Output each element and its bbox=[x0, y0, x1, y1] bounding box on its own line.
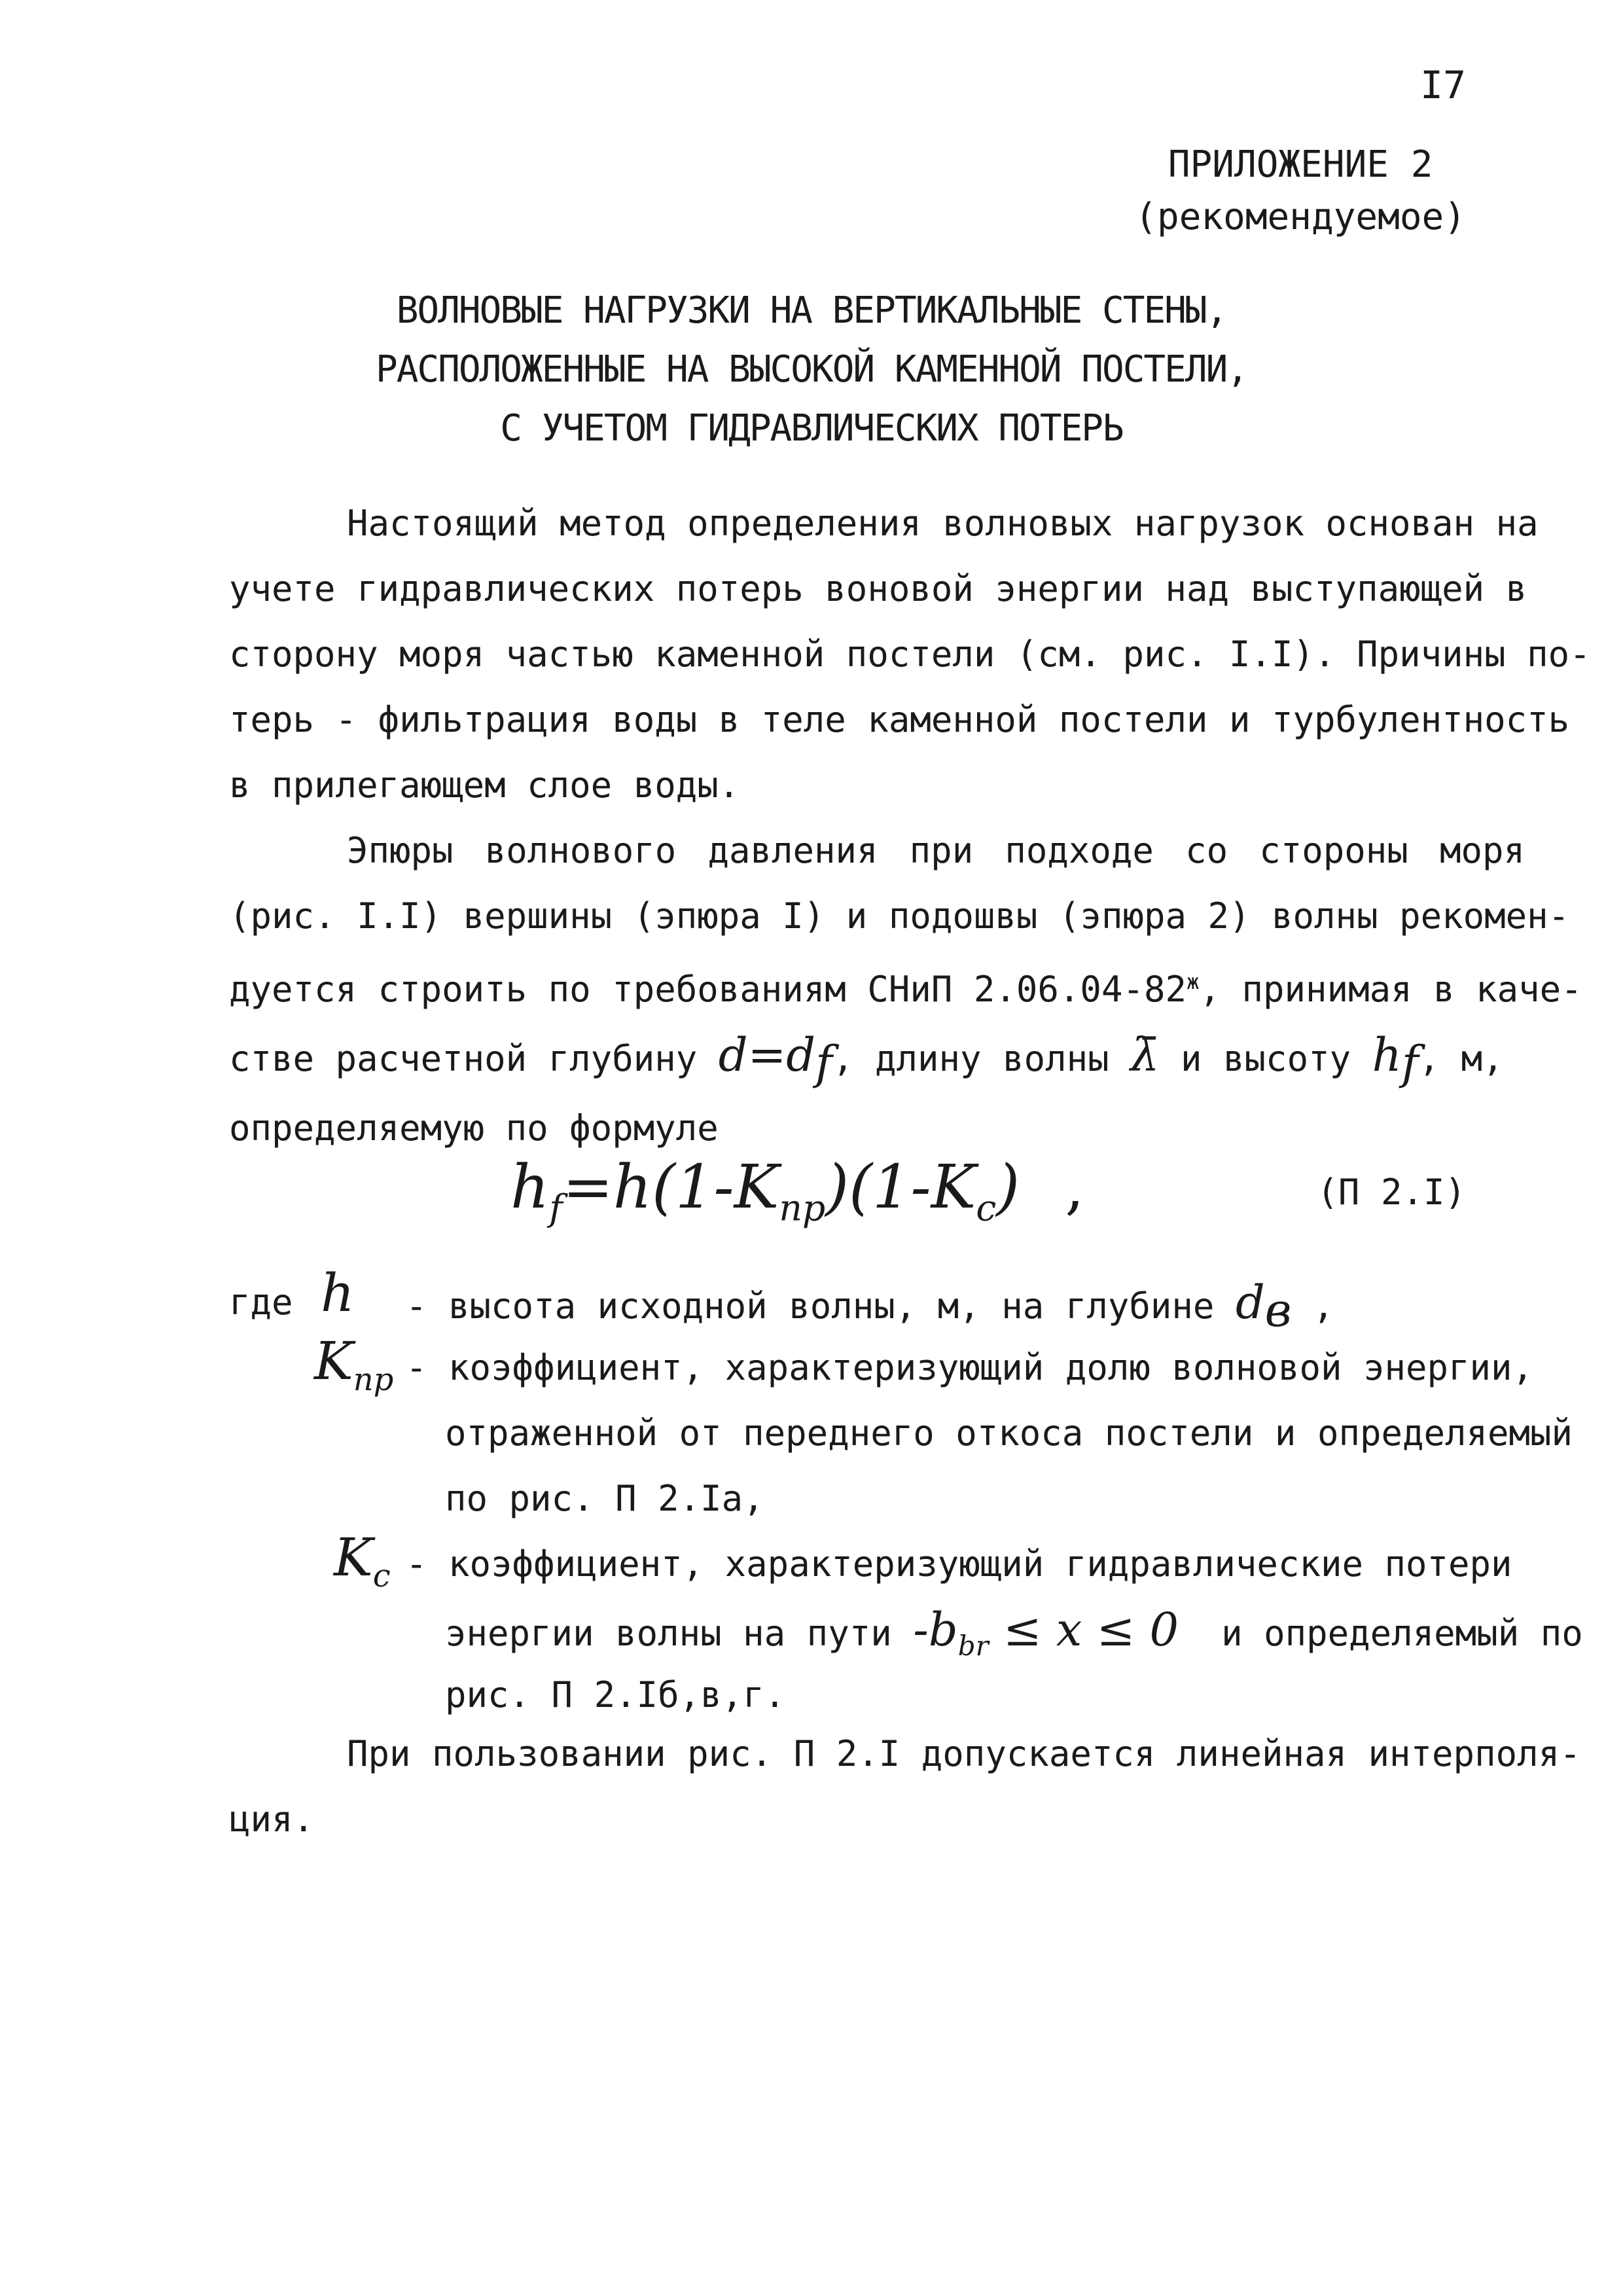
formula-lhs: h bbox=[510, 1152, 550, 1222]
where-label: где bbox=[229, 1282, 293, 1323]
paragraph-line: определяемую по формуле bbox=[229, 1107, 719, 1149]
definition-text-a: энергии волны на пути bbox=[445, 1613, 892, 1654]
snip-reference-text: дуется строить по требованиям СНиП 2.06.04-82 bbox=[229, 969, 1186, 1010]
formula-part-2: )(1-K bbox=[825, 1152, 976, 1222]
paragraph-line: в прилегающем слое воды. bbox=[229, 764, 740, 806]
document-title bbox=[0, 281, 1623, 458]
definition-text: отраженной от переднего откоса постели и определяемый bbox=[445, 1412, 1573, 1454]
paragraph-line bbox=[229, 1022, 1525, 1096]
formula-kc-sub: c bbox=[976, 1187, 997, 1230]
paragraph-line: Настоящий метод определения волновых нагрузок основан на bbox=[347, 503, 1539, 544]
appendix-note: (рекомендуемое) bbox=[1135, 196, 1466, 238]
height-subscript: f bbox=[1401, 1035, 1419, 1090]
kc-subscript: c bbox=[372, 1558, 391, 1594]
definition-text: - коэффициент, характеризующий гидравлические потери bbox=[406, 1543, 1512, 1585]
paragraph-line: сторону моря частью каменной постели (см. рис. I.I). Причины по- bbox=[229, 634, 1591, 675]
height-symbol: h bbox=[1372, 1028, 1402, 1082]
paragraph-line: Эпюры волнового давления при подходе со стороны моря bbox=[347, 830, 1525, 871]
appendix-label: ПРИЛОЖЕНИЕ 2 bbox=[1168, 143, 1433, 186]
page-number: I7 bbox=[1420, 63, 1466, 107]
paragraph-line: учете гидравлических потерь воновой энергии над выступающей в bbox=[229, 568, 1527, 609]
path-math bbox=[913, 1603, 1179, 1662]
depth-b-subscript: в bbox=[1264, 1283, 1292, 1337]
kpr-letter: K bbox=[314, 1331, 353, 1391]
wavelength-symbol: λ̄ bbox=[1130, 1028, 1160, 1082]
definition-text bbox=[406, 1270, 1334, 1343]
path-math-end: ≤ x ≤ 0 bbox=[1003, 1603, 1179, 1657]
definition-text: рис. П 2.Iб,в,г. bbox=[445, 1674, 786, 1715]
depth-symbol: d bbox=[718, 1028, 748, 1082]
definition-kpr-cont bbox=[229, 1466, 1525, 1532]
definition-kc-cont bbox=[229, 1662, 1525, 1728]
paragraph-line: ция. bbox=[229, 1799, 315, 1840]
definition-kpr bbox=[229, 1331, 1534, 1401]
formula-comma: , bbox=[1065, 1152, 1084, 1222]
definition-kc bbox=[229, 1527, 1525, 1597]
path-math-sub: br bbox=[957, 1630, 989, 1662]
paragraph-text: и высоту bbox=[1181, 1038, 1351, 1079]
depth-b-symbol: d bbox=[1235, 1276, 1265, 1329]
paragraph-text: , длину волны bbox=[832, 1038, 1109, 1079]
path-math-b: -b bbox=[913, 1603, 958, 1657]
title-line-3: С УЧЕТОМ ГИДРАВЛИЧЕСКИХ ПОТЕРЬ bbox=[500, 407, 1123, 450]
definition-text: по рис. П 2.Iа, bbox=[445, 1478, 764, 1519]
paragraph-2 bbox=[229, 818, 1582, 1161]
definition-kpr-cont bbox=[229, 1401, 1573, 1466]
definition-text-b: и определяемый по bbox=[1221, 1613, 1583, 1654]
depth-f-symbol: d bbox=[786, 1028, 816, 1082]
depth-f-subscript: f bbox=[815, 1035, 832, 1090]
kpr-symbol bbox=[314, 1329, 393, 1412]
definition-text-end: , bbox=[1313, 1285, 1334, 1327]
definition-h bbox=[229, 1263, 1525, 1337]
formula-number: (П 2.I) bbox=[1317, 1172, 1466, 1213]
paragraph-line bbox=[229, 949, 1582, 1022]
kc-letter: K bbox=[334, 1527, 373, 1588]
definition-text-a: - высота исходной волны, м, на глубине bbox=[406, 1285, 1215, 1327]
definitions-list bbox=[229, 1263, 1583, 1728]
paragraph-3 bbox=[229, 1721, 1581, 1852]
h-symbol: h bbox=[321, 1263, 355, 1323]
definition-kc-cont bbox=[229, 1597, 1583, 1662]
paragraph-text: , м, bbox=[1418, 1038, 1504, 1079]
paragraph-line: При пользовании рис. П 2.I допускается линейная интерполя- bbox=[347, 1733, 1581, 1774]
equals-sign: = bbox=[747, 1028, 787, 1082]
formula-h: h bbox=[613, 1152, 652, 1222]
formula-eq: = bbox=[562, 1152, 613, 1222]
appendix-header bbox=[1135, 139, 1466, 243]
paragraph-text: стве расчетной глубину bbox=[229, 1038, 698, 1079]
formula-part-1: (1-K bbox=[652, 1152, 779, 1222]
title-line-2: РАСПОЛОЖЕННЫЕ НА ВЫСОКОЙ КАМЕННОЙ ПОСТЕЛИ, bbox=[375, 348, 1248, 391]
kc-symbol bbox=[334, 1525, 391, 1609]
paragraph-1 bbox=[229, 491, 1591, 818]
paragraph-text: , принимая в каче- bbox=[1199, 969, 1582, 1010]
footnote-mark: ж bbox=[1186, 969, 1200, 994]
definition-text: - коэффициент, характеризующий долю волновой энергии, bbox=[406, 1347, 1534, 1388]
title-line-1: ВОЛНОВЫЕ НАГРУЗКИ НА ВЕРТИКАЛЬНЫЕ СТЕНЫ, bbox=[396, 289, 1227, 332]
paragraph-line: (рис. I.I) вершины (эпюра I) и подошвы (эпюра 2) волны рекомен- bbox=[229, 895, 1570, 937]
formula-kpr-sub: пр bbox=[779, 1187, 826, 1230]
paragraph-line: терь - фильтрация воды в теле каменной постели и турбулентность bbox=[229, 699, 1570, 740]
formula bbox=[510, 1152, 1084, 1229]
formula-lhs-sub: f bbox=[549, 1187, 563, 1230]
kpr-subscript: пр bbox=[353, 1361, 394, 1398]
formula-end: ) bbox=[996, 1152, 1020, 1222]
